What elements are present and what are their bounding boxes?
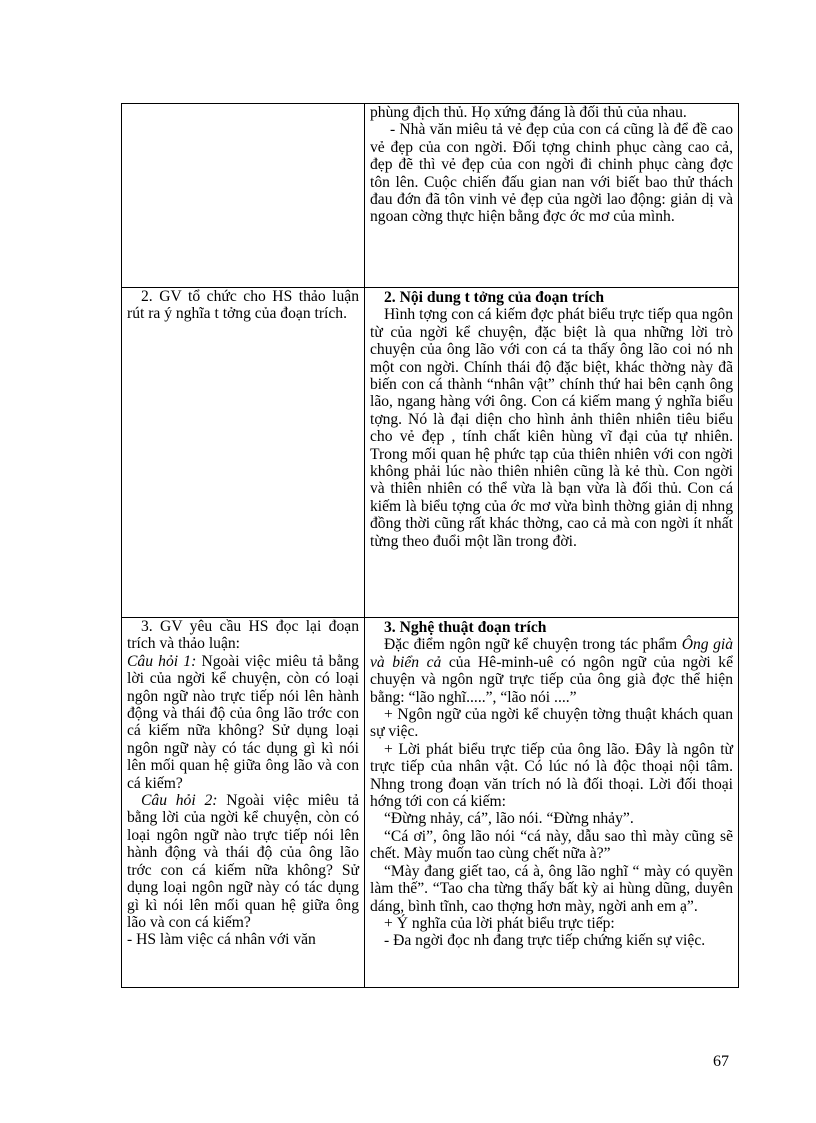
teacher-activity-cell <box>122 288 365 618</box>
paragraph: “Cá ơi”, ông lão nói “cá này, dẫu sao thì mày cũng sẽ chết. Mày muốn tao cùng chết nữa à?” <box>370 827 733 863</box>
content-cell <box>365 104 739 288</box>
content-cell <box>365 288 739 618</box>
question-1: Câu hỏi 1: Ngoài việc miêu tả bằng lời của ngời kể chuyện, còn có loại ngôn ngữ nào trực tiếp nói lên hành động và thái độ của ông lão trớc con cá kiếm nữa không? Sử dụng loại ngôn ngữ này có tác dụng gì kì nói lên mối quan hệ giữa ông lão và con cá kiếm? <box>127 652 359 792</box>
table-row <box>122 618 739 988</box>
content-cell <box>365 618 739 988</box>
work-title: Ông già và biển cả <box>370 636 733 671</box>
table-row <box>122 104 739 288</box>
page-number: 67 <box>713 1053 729 1070</box>
activity-text: 2. GV tổ chức cho HS thảo luận rút ra ý nghĩa t tởng của đoạn trích. <box>127 288 359 323</box>
teacher-activity-cell <box>122 618 365 988</box>
paragraph: “Đừng nhảy, cá”, lão nói. “Đừng nhảy”. <box>384 810 634 828</box>
paragraph: + Ý nghĩa của lời phát biểu trực tiếp: <box>384 914 615 932</box>
paragraph: + Ngôn ngữ của ngời kể chuyện tờng thuật khách quan sự việc. <box>370 706 733 741</box>
section-heading: 3. Nghệ thuật đoạn trích <box>384 619 547 636</box>
paragraph: - Đa ngời đọc nh đang trực tiếp chứng kiến sự việc. <box>384 932 706 950</box>
question-label: Câu hỏi 1: <box>127 652 197 670</box>
paragraph: Hình tợng con cá kiếm đợc phát biểu trực tiếp qua ngôn từ của ngời kể chuyện, đặc biệt là qua những lời trò chuyện của ông lão với con cá ta thấy ông lão coi nó nh một con ngời. Chính thái độ đặc biệt, khác thờng này đã biến con cá thành “nhân vật” chính thứ hai bên cạnh ông lão, ngang hàng với ông. Con cá kiếm mang ý nghĩa biểu tợng. Nó là đại diện cho hình ảnh thiên nhiên tiêu biểu cho vẻ đẹp , tính chất kiên hùng vĩ đại của tự nhiên. Trong mối quan hệ phức tạp của thiên nhiên với con ngời không phải lúc nào thiên nhiên cũng là kẻ thù. Con ngời và thiên nhiên có thể vừa là bạn vừa là đối thủ. Con cá kiếm là biểu tợng của ớc mơ vừa bình thờng giản dị nhng đồng thời cũng rất khác thờng, cao cả mà con ngời ít nhất từng theo đuổi một lần trong đời. <box>370 306 733 550</box>
paragraph: “Mày đang giết tao, cá à, ông lão nghĩ “ mày có quyền làm thế”. “Tao cha từng thấy bất kỳ ai hùng dũng, duyên dáng, bình tĩnh, cao thợng hơn mày, ngời anh em ạ”. <box>370 862 733 915</box>
lesson-table <box>121 103 739 988</box>
paragraph: - Nhà văn miêu tả vẻ đẹp của con cá cũng là để đề cao vẻ đẹp của con ngời. Đối tợng chinh phục càng cao cả, đẹp đẽ thì vẻ đẹp của con ngời đi chinh phục càng đợc tôn lên. Cuộc chiến đấu gian nan với biết bao thử thách đau đớn đã tôn vinh vẻ đẹp của ngời lao động: giản dị và ngoan cờng thực hiện bằng đợc ớc mơ của mình. <box>370 121 733 226</box>
paragraph: phùng địch thủ. Họ xứng đáng là đối thủ của nhau. <box>370 104 687 121</box>
activity-text: 3. GV yêu cầu HS đọc lại đoạn trích và thảo luận: <box>127 618 359 653</box>
section-heading: 2. Nội dung t tởng của đoạn trích <box>384 289 605 306</box>
table-row <box>122 288 739 618</box>
paragraph: + Lời phát biểu trực tiếp của ông lão. Đây là ngôn từ trực tiếp của nhân vật. Có lúc nó là độc thoại nội tâm. Nhng trong đoạn văn trích nó là đối thoại. Lời đối thoại hớng tới con cá kiếm: <box>370 740 733 811</box>
question-label: Câu hỏi 2: <box>141 792 218 810</box>
teacher-activity-cell <box>122 104 365 288</box>
paragraph: Đặc điểm ngôn ngữ kể chuyện trong tác phẩm Ông già và biển cả của Hê-minh-uê có ngôn ngữ của ngời kể chuyện và ngôn ngữ trực tiếp của ông già đợc thể hiện bằng: “lão nghĩ.....”, “lão nói ....” <box>370 636 733 706</box>
activity-text: - HS làm việc cá nhân với văn <box>127 931 316 949</box>
question-2: Câu hỏi 2: Ngoài việc miêu tả bằng lời của ngời kể chuyện, còn có loại ngôn ngữ nào trực tiếp nói lên hành động và thái độ của ông lão trớc con cá kiếm nữa không? Sử dụng loại ngôn ngữ này có tác dụng gì kì nói lên mối quan hệ giữa ông lão và con cá kiếm? <box>127 792 359 931</box>
